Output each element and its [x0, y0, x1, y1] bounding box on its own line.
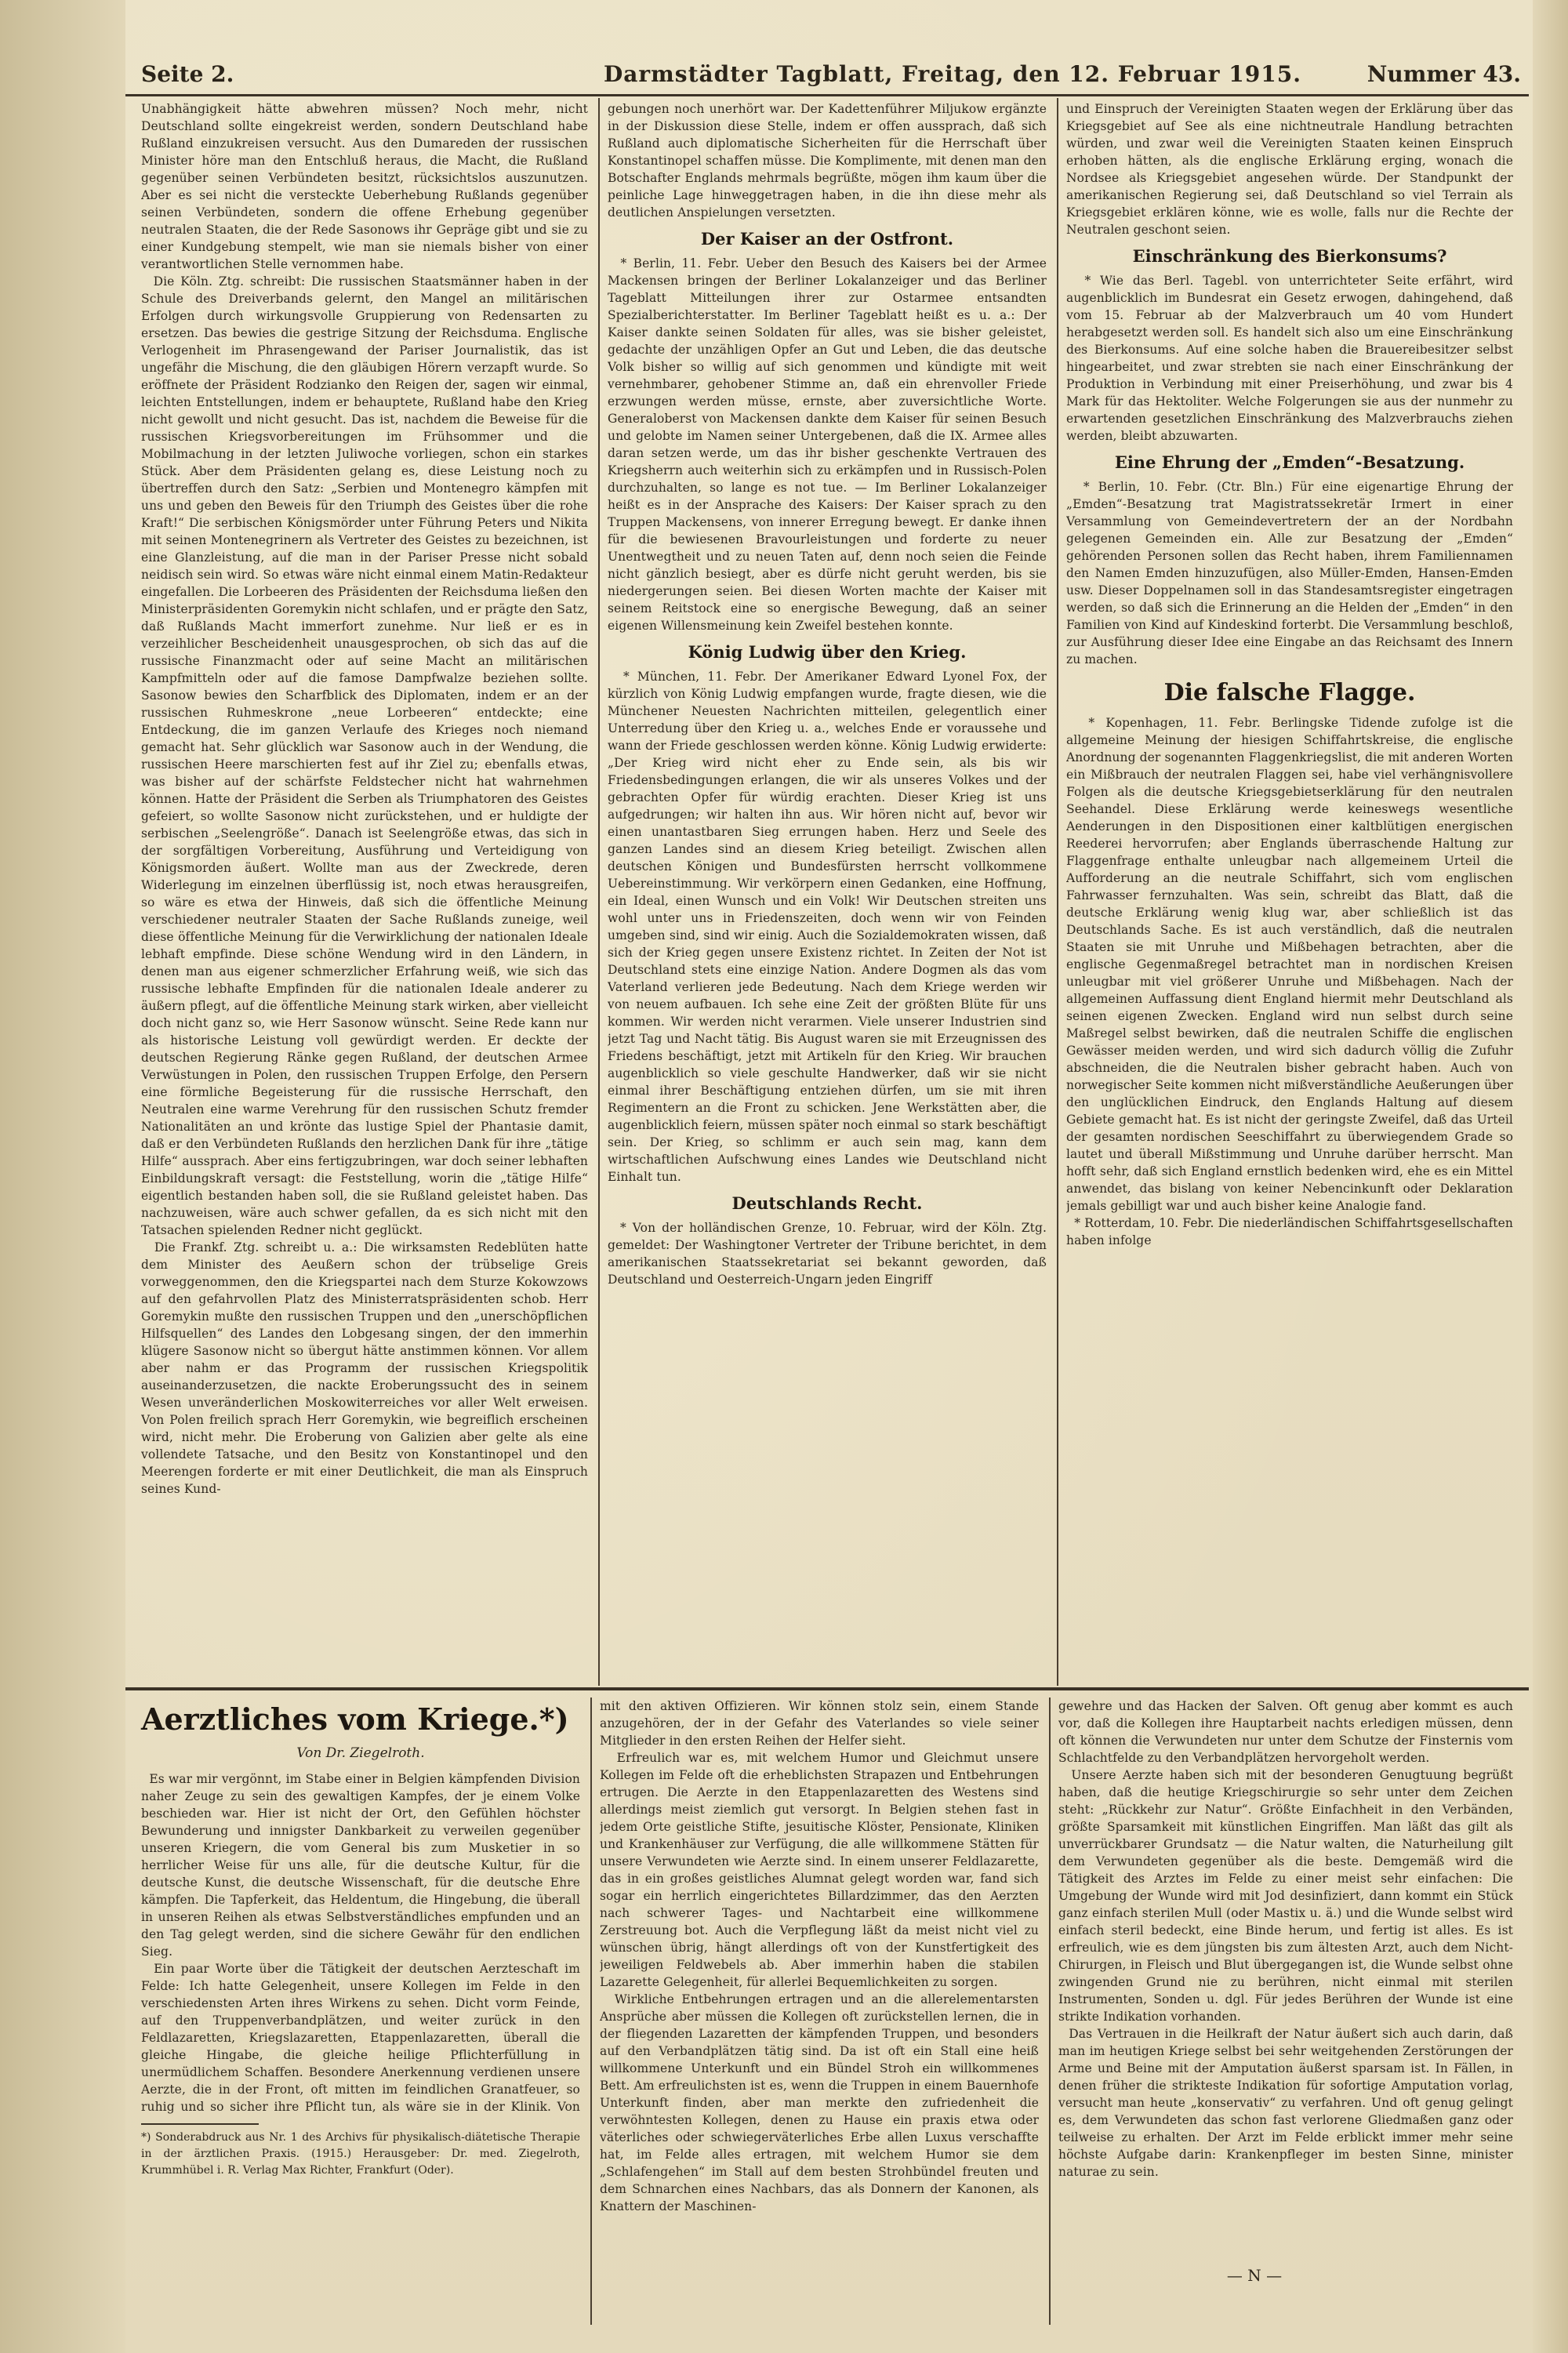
column-2	[608, 100, 1047, 1686]
falsche-flagge-text: * Kopenhagen, 11. Febr. Berlingske Tidende zufolge ist die allgemeine Meinung der hiesigen Schiffahrtskreise, die englische Anordnung der sogenannten Flaggenkriegslist, die mit anderen Worten ein Mißbrauch der neutralen Flaggen sei, habe viel verhängnisvollere Folgen als die deutsche Kriegsgebietserklärung für den neutralen Seehandel. Diese Erklärung werde keineswegs wesentliche Aenderungen in den Dispositionen einer kaltblütigen energischen Reederei hervorrufen; aber Englands überraschende Haltung zur Flaggenfrage enthalte unleugbar nach allgemeinem Urteil die Aufforderung an die neutrale Schiffahrt, sich vom englischen Fahrwasser fernzuhalten. Was sein, schreibt das Blatt, daß die deutsche Erklärung wenig klug war, aber schließlich ist das Deutschlands Sache. Es ist auch verständlich, daß die neutralen Staaten sie mit Unruhe und Mißbehagen betrachten, aber die englische Gegenmaßregel betrachtet man in nordischen Kreisen unleugbar mit viel größerer Unruhe und Mißbehagen. Nach der allgemeinen Auffassung dient England hiermit mehr Deutschland als seinen eigenen Zwecken. England wird nun selbst durch seine Maßregel selbst bewirken, daß die neutralen Schiffe die englischen Gewässer meiden werden, und wird sich dadurch völlig die Zufuhr abschneiden, die die Neutralen bisher gebracht haben. Auch von norwegischer Seite kommen nicht mißverständliche Aeußerungen über den unglücklichen Eindruck, den Englands Haltung auf diesem Gebiete gemacht hat. Es ist nicht der geringste Zweifel, daß das Urteil der gesamten nordischen Seeschiffahrt zu überwiegendem Grade so lautet und überall Mißstimmung und Unruhe darüber herrscht. Man hofft sehr, daß sich England ernstlich bedenken wird, ehe es ein Mittel anwendet, das bislang von keiner Nebencinkunft oder Deklaration jemals gebilligt war und auch bisher keine Analogie fand. * Rotterdam, 10. Febr. Die niederländischen Schiffahrtsgesellschaften haben infolge	[1066, 716, 1513, 1247]
koenig-ludwig-text: * München, 11. Febr. Der Amerikaner Edward Lyonel Fox, der kürzlich von König Ludwig empfangen wurde, fragte diesen, wie die Münchener Neuesten Nachrichten mitteilen, gelegentlich einer Unterredung über den Krieg u. a., welches Ende er voraussehe und wann der Friede geschlossen werden könne. König Ludwig erwiderte: „Der Krieg wird nicht eher zu Ende sein, als bis wir Friedensbedingungen erlangen, die wir als unseres Volkes und der gebrachten Opfer für würdig erachten. Dieser Krieg ist uns aufgedrungen; wir halten ihn aus. Wir hören nicht auf, bevor wir einen unantastbaren Sieg errungen haben. Herz und Seele des ganzen Landes sind an diesem Krieg beteiligt. Zwischen allen deutschen Königen und Bundesfürsten herrscht vollkommene Uebereinstimmung. Wir verkörpern einen Gedanken, eine Hoffnung, ein Ideal, einen Wunsch und ein Volk! Wir Deutschen streiten uns wohl unter uns in Friedenszeiten, doch wenn wir von Feinden umgeben sind, sind wir einig. Auch die Sozialdemokraten wissen, daß sich der Krieg gegen unsere Existenz richtet. In Zeiten der Not ist Deutschland stets eine einzige Nation. Andere Dogmen als das vom Vaterland verlieren jede Bedeutung. Nach dem Kriege werden wir von neuem aufbauen. Ich sehe eine Zeit der größten Blüte für uns kommen. Wir werden nicht verarmen. Viele unserer Industrien sind jetzt Tag und Nacht tätig. Bis August waren sie mit Erzeugnissen des Friedens beschäftigt, jetzt mit Artikeln für den Krieg. Wir brauchen augenblicklich so viele geschulte Handwerker, daß wir sie nicht einmal ihrer Beschäftigung entziehen dürfen, um sie mit ihren Regimentern an die Front zu schicken. Jene Werkstätten aber, die augenblicklich feiern, müssen später noch einmal so stark beschäftigt sein. Der Krieg, so schlimm er auch sein mag, kann dem wirtschaftlichen Aufschwung eines Landes wie Deutschland nicht Einhalt tun.	[608, 670, 1047, 1184]
column-divider-2	[1057, 98, 1058, 1686]
headline-deutschlands-recht: Deutschlands Recht.	[731, 1193, 923, 1213]
feuilleton-rule	[125, 1687, 1529, 1690]
page-number: Seite 2.	[141, 61, 234, 87]
footnote-rule	[141, 2123, 259, 2125]
masthead	[141, 61, 1521, 96]
feuilleton-column-1-text: Es war mir vergönnt, im Stabe einer in Belgien kämpfenden Division naher Zeuge zu sein des gewaltigen Kampfes, der je einem Volke beschieden war. Hier ist nicht der Ort, den Gefühlen höchster Bewunderung und innigster Dankbarkeit zu verweilen gegenüber unseren Kriegern, die vom General bis zum Musketier in so herrlicher Weise für uns alle, für die deutsche Kultur, für die deutsche Kunst, die deutsche Wissenschaft, für die deutsche Ehre kämpfen. Die Tapferkeit, das Heldentum, die Hingebung, die überall in unseren Reihen als etwas Selbstverständliches empfunden und an den Tag gelegt werden, sind die sichere Gewähr für den endlichen Sieg. Ein paar Worte über die Tätigkeit der deutschen Aerzteschaft im Felde: Ich hatte Gelegenheit, unsere Kollegen im Felde in den verschiedensten Arten ihres Wirkens zu sehen. Dicht vorm Feinde, auf den Truppenverbandplätzen, und weiter zurück in den Feldlazaretten, Kriegslazaretten, Etappenlazaretten, überall die gleiche Hingabe, die gleiche heilige Pflichterfüllung in unermüdlichem Schaffen. Besondere Anerkennung verdienen unsere Aerzte, die in der Front, oft mitten im feindlichen Granatfeuer, so ruhig und so sicher ihre Pflicht tun, als wäre sie in der Klinik. Von	[141, 1772, 580, 2114]
feuilleton-divider-1	[590, 1698, 592, 2325]
feuilleton-title: Aerztliches vom Kriege.*)	[141, 1701, 569, 1737]
feuilleton-column-2	[600, 1698, 1039, 2325]
feuilleton-column-1	[141, 1770, 580, 2115]
kaiser-ostfront-text: * Berlin, 11. Febr. Ueber den Besuch des Kaisers bei der Armee Mackensen bringen der Berliner Lokalanzeiger und das Berliner Tageblatt Mitteilungen ihrer zur Ostarmee entsandten Spezialberichterstatter. Im Berliner Tageblatt heißt es u. a.: Der Kaiser dankte seinen Soldaten für alles, was sie bisher geleistet, gedachte der unzähligen Opfer an Gut und Leben, die das deutsche Volk bisher so willig auf sich genommen und kündigte mit weit vernehmbarer, gehobener Stimme an, daß ein ehrenvoller Friede erzwungen werden müsse, ernste, aber zuversichtliche Worte. Generaloberst von Mackensen dankte dem Kaiser für seinen Besuch und gelobte im Namen seiner Untergebenen, daß die IX. Armee alles daran setzen werde, um das ihr bisher geschenkte Vertrauen des Kriegsherrn auch weiterhin sich zu erkämpfen und in Russisch-Polen durchzuhalten, so lange es not tue. — Im Berliner Lokalanzeiger heißt es in der Ansprache des Kaisers: Der Kaiser sprach zu den Truppen Mackensens, von innerer Erregung bewegt. Er danke ihnen für die bewiesenen Bravourleistungen und forderte zu neuer Unentwegtheit und zu neuen Taten auf, denn noch seien die Feinde nicht gänzlich besiegt, aber es dürfe nicht geruht werden, bis sie niedergerungen seien. Bei diesen Worten machte der Kaiser mit seinem Reitstock eine so energische Bewegung, daß an seiner eigenen Willensmeinung kein Zweifel bestehen konnte.	[608, 256, 1047, 633]
feuilleton-column-3	[1058, 1698, 1513, 2262]
feuilleton-divider-2	[1049, 1698, 1051, 2325]
column-3	[1066, 100, 1513, 1686]
headline-emden-besatzung: Eine Ehrung der „Emden“-Besatzung.	[1114, 452, 1465, 472]
miljukow-text: gebungen noch unerhört war. Der Kadettenführer Miljukow ergänzte in der Diskussion diese Stelle, indem er offen aussprach, daß sich Rußland auch diplomatische Sicherheiten für die Herrschaft über Konstantinopel schaffen müsse. Die Komplimente, mit denen man den Botschafter Englands mehrmals begrüßte, mögen ihm kaum über die peinliche Lage hinweggetragen haben, in die ihn diese mehr als deutlichen Anspielungen versetzten.	[608, 102, 1047, 220]
feuilleton-footnote: *) Sonderabdruck aus Nr. 1 des Archivs für physikalisch-diätetische Therapie in der ärztlichen Praxis. (1915.) Herausgeber: Dr. med. Ziegelroth, Krummhübel i. R. Verlag Max Richter, Frankfurt (Oder).	[141, 2131, 580, 2177]
page-edge-right	[1533, 0, 1568, 2353]
headline-koenig-ludwig: König Ludwig über den Krieg.	[688, 642, 967, 662]
feuilleton-column-3-text: gewehre und das Hacken der Salven. Oft genug aber kommt es auch vor, daß die Kollegen ihre Hauptarbeit nachts erledigen müssen, denn oft können die Verwundeten nur unter dem Schutze der Finsternis vom Schlachtfelde zu den Verbandplätzen hervorgeholt werden. Unsere Aerzte haben sich mit der besonderen Genugtuung begrüßt haben, daß die heutige Kriegschirurgie so sehr unter dem Zeichen steht: „Rückkehr zur Natur“. Größte Einfachheit in den Verbänden, größte Sparsamkeit mit künstlichen Eingriffen. Man läßt das gilt als unverrückbarer Grundsatz — die Natur walten, die Naturheilung gilt dem Verwundeten gegenüber als die beste. Demgemäß wird die Tätigkeit des Arztes im Felde zu einer meist sehr einfachen: Die Umgebung der Wunde wird mit Jod desinfiziert, dann kommt ein Stück ganz einfach sterilen Mull (oder Mastix u. ä.) und die Wunde selbst wird einfach steril bedeckt, eine Binde herum, und fertig ist alles. Es ist erfreulich, wie es dem jüngsten bis zum ältesten Arzt, auch dem Nicht-Chirurgen, in Fleisch und Blut übergegangen ist, die Wunde selbst ohne zwingenden Grund nie zu berühren, nicht einmal mit sterilen Instrumenten, Sonden u. dgl. Für jedes Berühren der Wunde ist eine strikte Indikation vorhanden. Das Vertrauen in die Heilkraft der Natur äußert sich auch darin, daß man im heutigen Kriege selbst bei sehr weitgehenden Zerstörungen der Arme und Beine mit der Amputation äußerst sparsam ist. In Fällen, in denen früher die strikteste Indikation für sofortige Amputation vorlag, versucht man heute „konservativ“ zu verfahren. Und oft genug gelingt es, dem Verwundeten das schon fast verlorene Gliedmaßen ganz oder teilweise zu erhalten. Der Arzt im Felde erblickt immer mehr seine höchste Aufgabe darin: Krankenpfleger im besten Sinne, minister naturae zu sein.	[1058, 1699, 1513, 2179]
newspaper-title-date: Darmstädter Tagblatt, Freitag, den 12. Februar 1915.	[604, 61, 1301, 87]
issue-number: Nummer 43.	[1367, 61, 1521, 87]
emden-besatzung-text: * Berlin, 10. Febr. (Ctr. Bln.) Für eine eigenartige Ehrung der „Emden“-Besatzung trat Magistratssekretär Irmert in einer Versammlung von Gemeindevertretern der an der Nordbahn gelegenen Gemeinden ein. Alle zur Besatzung der „Emden“ gehörenden Personen sollen das Recht haben, ihrem Familiennamen den Namen Emden hinzuzufügen, also Müller-Emden, Hansen-Emden usw. Dieser Doppelnamen soll in das Standesamtsregister eingetragen werden, so daß sich die Erinnerung an die Helden der „Emden“ in den Familien von Kind auf Kindeskind forterbt. Die Versammlung beschloß, zur Ausführung dieser Idee eine Eingabe an das Reichsamt des Innern zu machen.	[1066, 480, 1513, 666]
feuilleton-column-2-text: mit den aktiven Offizieren. Wir können stolz sein, einem Stande anzugehören, der in der Gefahr des Vaterlandes so viele seiner Mitglieder in den ersten Reihen der Helfer sieht. Erfreulich war es, mit welchem Humor und Gleichmut unsere Kollegen im Felde oft die erheblichsten Strapazen und Entbehrungen ertrugen. Die Aerzte in den Etappenlazaretten des Westens sind allerdings meist ziemlich gut versorgt. In Belgien stehen fast in jedem Orte geistliche Stifte, jesuitische Klöster, Pensionate, Kliniken und Krankenhäuser zur Verfügung, die alle willkommene Stätten für unsere Verwundeten wie Aerzte sind. In einem unserer Feldlazarette, das in ein großes geistliches Alumnat gelegt worden war, fand sich sogar ein herrlich eingerichtetes Billardzimmer, das den Aerzten nach schwerer Tages- und Nachtarbeit eine willkommene Zerstreuung bot. Auch die Verpflegung läßt da meist nicht viel zu wünschen übrig, hängt allerdings oft von der Kunstfertigkeit des jeweiligen Feldwebels ab. Aber immerhin haben die stabilen Lazarette Gelegenheit, für allerlei Bequemlichkeiten zu sorgen. Wirkliche Entbehrungen ertragen und an die allerelementarsten Ansprüche aber müssen die Kollegen oft zurückstellen lernen, die in der fliegenden Lazaretten der kämpfenden Truppen, und besonders auf den Verbandplätzen tätig sind. Da ist oft ein Stall eine heiß willkommene Unterkunft und ein Bündel Stroh ein willkommenes Bett. Am erfreulichsten ist es, wenn die Truppen in einem Bauernhofe Unterkunft finden, aber man merkte den zufriedenheit die verwöhntesten Kollegen, denen zu Hause ein praxis etwa oder väterliches oder schwiegerväterliches Erbe allen Luxus verschaffte hat, im Felde alles ertragen, mit welchem Humor sie dem „Schlafengehen“ im Stall auf dem besten Strohbündel freuten und dem Schnarchen eines Nachbars, das als Donnern der Kanonen, als Knattern der Maschinen-	[600, 1699, 1039, 2213]
bierkonsum-text: * Wie das Berl. Tagebl. von unterrichteter Seite erfährt, wird augenblicklich im Bundesrat ein Gesetz erwogen, dahingehend, daß vom 15. Februar ab der Malzverbrauch um 40 vom Hundert herabgesetzt werden soll. Es handelt sich also um eine Einschränkung des Bierkonsums. Auf eine solche haben die Brauereibesitzer selbst hingearbeitet, und zwar strebten sie nach einer Einschränkung der Produktion in Verbindung mit einer Preiserhöhung, und zwar bis 4 Mark für das Hektoliter. Welche Folgerungen sie aus der nunmehr zu erwartenden gesetzlichen Einschränkung des Malzverbrauchs ziehen werden, bleibt abzuwarten.	[1066, 274, 1513, 443]
headline-falsche-flagge: Die falsche Flagge.	[1163, 679, 1416, 706]
feuilleton-byline: Von Dr. Ziegelroth.	[296, 1745, 425, 1761]
headline-kaiser-ostfront: Der Kaiser an der Ostfront.	[700, 229, 954, 249]
deutschlands-recht-text: * Von der holländischen Grenze, 10. Februar, wird der Köln. Ztg. gemeldet: Der Washingtoner Vertreter der Tribune berichtet, in dem amerikanischen Staatssekretariat sei bekannt geworden, daß Deutschland und Oesterreich-Ungarn jeden Eingriff	[608, 1221, 1047, 1287]
end-mark: — N —	[1226, 2266, 1283, 2285]
headline-bierkonsum: Einschränkung des Bierkonsums?	[1132, 246, 1447, 266]
page-edge-left	[0, 0, 125, 2353]
top-rule	[125, 94, 1529, 96]
column-1	[141, 100, 588, 1686]
column-divider-1	[598, 98, 600, 1686]
vereinigte-staaten-text: und Einspruch der Vereinigten Staaten wegen der Erklärung über das Kriegsgebiet auf See als eine nichtneutrale Handlung betrachten würden, und zwar weil die Vereinigten Staaten keinen Einspruch erhoben hätten, als die englische Erklärung erging, wonach die Nordsee als Kriegsgebiet angesehen würde. Der Standpunkt der amerikanischen Regierung sei, daß Deutschland so viel Terrain als Kriegsgebiet erklären könne, wie es wolle, falls nur die Rechte der Neutralen geschont seien.	[1066, 102, 1513, 237]
column-1-text: Unabhängigkeit hätte abwehren müssen? Noch mehr, nicht Deutschland sollte eingekreist werden, sondern Deutschland habe Rußland einzukreisen versucht. Aus den Dumareden der russischen Minister höre man den Entschluß heraus, die Macht, die Rußland gegenüber seinen Verbündeten besitzt, rücksichtslos auszunutzen. Aber es sei nicht die versteckte Ueberhebung Rußlands gegenüber seinen Verbündeten, sondern die offene Erhebung gegenüber neutralen Staaten, die der Rede Sasonows ihr Gepräge gibt und sie zu einer Kundgebung stempelt, wie man sie niemals bisher von einer verantwortlichen Stelle vernommen habe. Die Köln. Ztg. schreibt: Die russischen Staatsmänner haben in der Schule des Dreiverbands gelernt, den Mangel an militärischen Erfolgen durch wirkungsvolle Gruppierung von Redensarten zu ersetzen. Das bewies die gestrige Sitzung der Reichsduma. Englische Verlogenheit im Phrasengewand der Pariser Journalistik, das ist ungefähr die Mischung, die den gläubigen Hörern verzapft wurde. So eröffnete der Präsident Rodzianko den Reigen der, sagen wir einmal, leichten Entstellungen, indem er behauptete, Rußland habe den Krieg nicht gewollt und nicht gesucht. Das ist, nachdem die Beweise für die russischen Kriegsvorbereitungen im Frühsommer und die Mobilmachung in der letzten Juliwoche vorliegen, schon ein starkes Stück. Aber dem Präsidenten gelang es, diese Leistung noch zu übertreffen durch den Satz: „Serbien und Montenegro kämpfen mit uns und geben den Beweis für den Triumph des Geistes über die rohe Kraft!“ Die serbischen Königsmörder unter Führung Peters und Nikita mit seinen Montenegrinern als Vertreter des Geistes zu bezeichnen, ist eine Glanzleistung, auf die man in der Pariser Presse nicht sobald neidisch sein wird. So etwas wäre nicht einmal einem Matin-Redakteur eingefallen. Die Lorbeeren des Präsidenten der Reichsduma ließen den Ministerpräsidenten Goremykin nicht schlafen, und er prägte den Satz, daß Rußlands Macht immerfort zunehme. Nur ließ er es in verzeihlicher Bescheidenheit unausgesprochen, ob sich das auf die russische Finanzmacht oder auf seine Macht an militärischen Kampfmitteln oder auf die famose Dampfwalze beziehen sollte. Sasonow bewies den Scharfblick des Diplomaten, indem er an der russischen Ruhmeskrone „neue Lorbeeren“ entdeckte; eine Entdeckung, die im ganzen Verlaufe des Krieges noch niemand gemacht hat. Sehr glücklich war Sasonow auch in der Wendung, die russischen Heere marschierten fest auf ihr Ziel zu; ebenfalls etwas, was bisher auf der schärfste Feldstecher nicht hat wahrnehmen können. Hatte der Präsident die Serben als Triumphatoren des Geistes gefeiert, so wollte Sasonow nicht zurückstehen, und er huldigte der serbischen „Seelengröße“. Danach ist Seelengröße etwas, das sich in der sorgfältigen Vorbereitung, Ausführung und Verteidigung von Königsmorden äußert. Wollte man aus der Zweckrede, deren Widerlegung im einzelnen überflüssig ist, noch etwas herausgreifen, so wäre es etwa der Hinweis, daß sich die öffentliche Meinung verschiedener neutraler Staaten der Sache Rußlands zuneige, weil diese öffentliche Meinung für die Verwirklichung der nationalen Ideale lebhaft empfinde. Diese schöne Wendung wird in den Ländern, in denen man aus eigener schmerzlicher Erfahrung weiß, wie sich das russische lebhafte Empfinden für die nationalen Ideale anderer zu äußern pflegt, auf die öffentliche Meinung stark wirken, aber vielleicht doch nicht ganz so, wie Herr Sasonow wünscht. Seine Rede kann nur als historische Leistung voll gewürdigt werden. Er deckte der deutschen Regierung Ränke gegen Rußland, der deutschen Armee Verwüstungen in Polen, den russischen Truppen Erfolge, den Persern eine förmliche Begeisterung für die russische Herrschaft, den Neutralen eine warme Verehrung für den russischen Schutz fremder Nationalitäten an und krönte das lustige Spiel der Phantasie damit, daß er den Verbündeten Rußlands den herzlichen Dank für ihre „tätige Hilfe“ aussprach. Aber eins fertigzubringen, war doch seiner lebhaften Einbildungskraft versagt: die Feststellung, worin die „tätige Hilfe“ eigentlich bestanden haben soll, die sie Rußland geleistet haben. Das nachzuweisen, wäre auch schwer gefallen, da es sich nicht mit den Tatsachen spielenden Redner nicht geglückt. Die Frankf. Ztg. schreibt u. a.: Die wirksamsten Redeblüten hatte dem Minister des Aeußern schon der trübselige Greis vorweggenommen, den die Kriegspartei nach dem Sturze Kokowzows auf den gefahrvollen Platz des Ministerratspräsidenten schob. Herr Goremykin mußte den russischen Truppen und den „unerschöpflichen Hilfsquellen“ des Landes den Lobgesang singen, der den immerhin klügere Sasonow nicht so übergut hätte anstimmen können. Vor allem aber nahm er das Programm der russischen Kriegspolitik auseinanderzusetzen, die nackte Eroberungssucht des in seinem Wesen unveränderlichen Moskowiterreiches vor aller Welt erweisen. Von Polen freilich sprach Herr Goremykin, wie begreiflich erscheinen wird, nicht mehr. Die Eroberung von Galizien aber gelte als eine vollendete Tatsache, und den Besitz von Konstantinopel und den Meerengen forderte er mit einer Deutlichkeit, die man als Einspruch seines Kund-	[141, 102, 588, 1496]
